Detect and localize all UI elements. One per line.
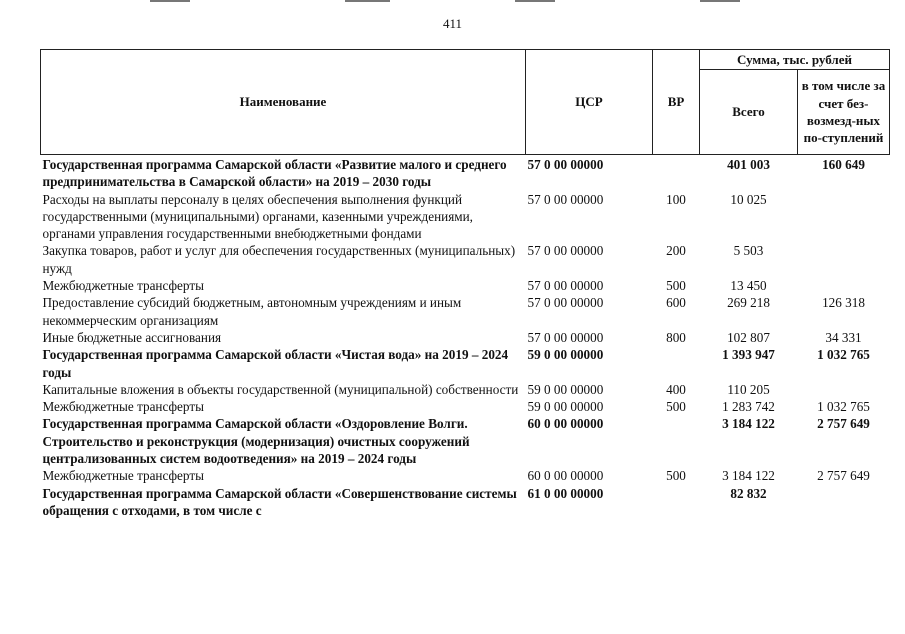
row-vr: 200 [666, 243, 686, 259]
row-csr: 60 0 00 00000 [527, 416, 604, 432]
row-name: Государственная программа Самарской области «Совершенствование системы обращения с отходами, в том числе с [42, 485, 517, 518]
row-gratis: 1 032 765 [817, 347, 870, 363]
row-gratis [798, 277, 890, 294]
row-csr: 57 0 00 00000 [527, 191, 604, 207]
row-vr [653, 346, 700, 381]
header-total: Всего [700, 70, 798, 155]
table-row [41, 398, 890, 415]
table-row [41, 242, 890, 277]
header-csr: ЦСР [526, 50, 653, 155]
row-total: 10 025 [730, 191, 767, 207]
row-vr: 500 [666, 399, 686, 415]
row-total: 110 205 [727, 381, 770, 397]
row-csr: 61 0 00 00000 [527, 485, 604, 501]
row-name: Межбюджетные трансферты [42, 278, 204, 294]
row-total: 401 003 [727, 157, 770, 172]
row-gratis [798, 381, 890, 398]
row-total: 269 218 [727, 295, 770, 311]
budget-table [40, 49, 890, 519]
row-name: Межбюджетные трансферты [42, 399, 204, 415]
row-name: Иные бюджетные ассигнования [42, 329, 222, 345]
table-row [41, 485, 890, 520]
row-csr: 57 0 00 00000 [527, 329, 604, 345]
table-row [41, 467, 890, 484]
row-gratis: 160 649 [822, 157, 865, 172]
row-csr: 59 0 00 00000 [527, 347, 604, 363]
header-vr: ВР [653, 50, 700, 155]
row-vr [653, 415, 700, 467]
header-gratis: в том числе за счет без-возмезд-ных по-ступлений [798, 70, 890, 155]
row-csr: 60 0 00 00000 [527, 468, 604, 484]
page-number: 411 [442, 16, 463, 31]
table-row [41, 155, 890, 191]
table-body [41, 155, 890, 520]
row-vr: 800 [666, 329, 686, 345]
row-vr: 100 [666, 191, 686, 207]
header-name: Наименование [41, 50, 526, 155]
row-csr: 57 0 00 00000 [527, 295, 604, 311]
table-header [41, 50, 890, 155]
row-total: 102 807 [727, 329, 770, 345]
row-name: Государственная программа Самарской области «Развитие малого и среднего предпринимательства в Самарской области» на 2019 – 2030 годы [42, 157, 507, 190]
row-csr: 57 0 00 00000 [527, 243, 604, 259]
row-name: Государственная программа Самарской области «Чистая вода» на 2019 – 2024 годы [42, 347, 509, 380]
row-gratis: 34 331 [825, 329, 862, 345]
row-total: 3 184 122 [722, 416, 775, 432]
row-total: 1 393 947 [722, 347, 775, 363]
table-row [41, 415, 890, 467]
row-vr [653, 485, 700, 520]
row-total: 5 503 [733, 243, 764, 259]
row-total: 82 832 [730, 485, 767, 501]
row-total: 3 184 122 [722, 468, 775, 484]
table-row [41, 277, 890, 294]
row-gratis [798, 191, 890, 243]
row-total: 1 283 742 [722, 399, 775, 415]
row-vr: 600 [666, 295, 686, 311]
row-gratis: 1 032 765 [817, 399, 870, 415]
row-csr: 59 0 00 00000 [527, 399, 604, 415]
row-total: 13 450 [730, 278, 767, 294]
table-row [41, 294, 890, 329]
row-gratis: 2 757 649 [817, 416, 870, 432]
row-vr [653, 155, 700, 191]
row-gratis [798, 242, 890, 277]
row-name: Закупка товаров, работ и услуг для обеспечения государственных (муниципальных) нужд [42, 243, 516, 276]
table-row [41, 191, 890, 243]
row-vr: 400 [666, 381, 686, 397]
table-row [41, 329, 890, 346]
table-row [41, 346, 890, 381]
row-name: Межбюджетные трансферты [42, 468, 204, 484]
row-csr: 59 0 00 00000 [527, 381, 604, 397]
row-gratis: 126 318 [822, 295, 865, 311]
row-name: Предоставление субсидий бюджетным, автономным учреждениям и иным некоммерческим организациям [42, 295, 462, 328]
row-csr: 57 0 00 00000 [527, 157, 604, 172]
row-gratis: 2 757 649 [817, 468, 870, 484]
row-vr: 500 [666, 278, 686, 294]
row-vr: 500 [666, 468, 686, 484]
row-gratis [798, 485, 890, 520]
row-csr: 57 0 00 00000 [527, 278, 604, 294]
row-name: Государственная программа Самарской области «Оздоровление Волги. Строительство и реконструкция (модернизация) очистных сооружений централизованных систем водоотведения» на 2019 – 2024 годы [42, 416, 470, 467]
row-name: Капитальные вложения в объекты государственной (муниципальной) собственности [42, 381, 519, 397]
header-sum: Сумма, тыс. рублей [700, 50, 890, 70]
row-name: Расходы на выплаты персоналу в целях обеспечения выполнения функций государственными (муниципальными) органами, казенными учреждениями, органами управления государственными внебюджетными фондами [42, 191, 473, 242]
table-row [41, 381, 890, 398]
